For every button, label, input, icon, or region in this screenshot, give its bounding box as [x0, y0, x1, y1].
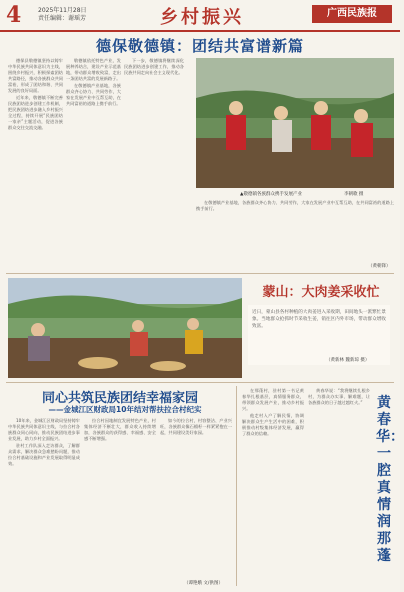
- article3-paragraph: 如今的拉合村，村容整洁、产业兴旺，各族群众像石榴籽一样紧紧抱在一起，共同建设美好家园。: [160, 418, 232, 435]
- article4-paragraph: 黄春华说：“我将继续扎根乡村，为群众办实事、解难题，让各族群众的日子越过越红火。”: [308, 388, 370, 405]
- article3-title: 同心共筑民族团结幸福家园: [41, 391, 198, 406]
- issue-date: 2025年11月28日: [38, 7, 87, 14]
- article2-title: 蒙山：大肉姜采收忙: [262, 285, 380, 300]
- masthead: [0, 0, 400, 32]
- divider: [6, 382, 394, 383]
- divider: [6, 273, 394, 274]
- article1-paragraph: 近年来，敬德镇不断完善民族团结进步创建工作机制，把民族团结进步融入乡村振兴全过程，持续开展“民族团结一家亲”主题活动，促进各族群众交往交流交融。: [8, 95, 63, 130]
- article1-source: （黄朝锋）: [368, 264, 391, 269]
- article1-body-col3: [124, 58, 184, 273]
- article2-body: 近日，蒙山县各村种植的大肉姜进入采收期，田间地头一派繁忙景象。当地群众抢抓时节采收生姜，销往区内外市场，带动群众增收致富。: [252, 310, 386, 329]
- paper-name: 广西民族报: [312, 5, 392, 23]
- article3-paragraph: 驻村工作队深入走访群众，了解群众需求，解决群众急难愁盼问题，推动拉合村基础设施和产业发展取得明显成效。: [8, 443, 80, 466]
- article1-title: 德保敬德镇：团结共富谱新篇: [95, 37, 304, 55]
- article1-photographer: 李朝歌 摄: [344, 192, 364, 197]
- article3-subtitle: ——金城江区财政局10年结对帮扶拉合村纪实: [48, 405, 202, 414]
- article4-paragraph: 在那蓬村，驻村第一书记黄春华扎根基层，真情服务群众，带领群众发展产业，推动乡村振兴。: [242, 388, 304, 411]
- article1-paragraph: 在敬德镇产业基地，各族群众齐心协力、共同劳作，大家在发展产业中互帮互助，在共同富裕的道路上携手前行。: [66, 83, 121, 106]
- article1-body-continued: [196, 200, 394, 262]
- article2-source: （黄新林 魏新琼 摄）: [326, 358, 370, 363]
- article1-body-col1: [8, 58, 63, 273]
- article1-paragraph: 德保县敬德镇坚持以铸牢中华民族共同体意识为主线，围绕乡村振兴，积极探索团结共富路径，推动各族群众共同富裕，形成了团结和谐、共同发展的良好局面。: [8, 58, 63, 93]
- article3-paragraph: 拉合村因地制宜发展特色产业，村集体经济不断壮大，群众收入持续增加，各族群众的获得感、幸福感、安全感不断增强。: [84, 418, 156, 441]
- section-title: 乡村振兴: [160, 7, 244, 28]
- article4-body-col2: [308, 388, 370, 586]
- article1-paragraph: 敬德镇依托特色产业，发展种养结合，建设产业示范基地，带动群众增收致富，走出一条团结共富的发展新路子。: [66, 58, 121, 81]
- article3-source: （谭艳娥 文/供图）: [184, 581, 223, 586]
- editor-credit: 责任编辑：谢瑶芳: [38, 15, 87, 22]
- article1-photo: [196, 58, 394, 188]
- article4-paragraph: 他走村入户了解民情，协调解决群众生产生活中的困难，积极推动村级集体经济发展，赢得了群众的信赖。: [242, 413, 304, 436]
- column-divider: [236, 386, 237, 586]
- article1-caption: ▲敬德镇各族群众携手发展产业: [240, 192, 302, 197]
- article4-body-col1: [242, 388, 304, 586]
- article1-body-col2: [66, 58, 121, 273]
- article4-title: 黄春华：一腔真情润那蓬: [376, 395, 404, 564]
- article1-paragraph: 在敬德镇产业基地，各族群众齐心协力、共同劳作，大家在发展产业中互帮互助，在共同富裕的道路上携手前行。: [196, 200, 394, 211]
- article3-body-col1: [8, 418, 80, 586]
- article2-box: [248, 305, 390, 365]
- article3-paragraph: 10年来，金城江区财政局坚持铸牢中华民族共同体意识主线，与拉合村各族群众同心同向，推动民族团结进步事业发展，助力乡村全面振兴。: [8, 418, 80, 441]
- page-number: 4: [6, 2, 22, 28]
- ginger-harvest-photo: [8, 278, 242, 378]
- article3-body-col3: [160, 418, 232, 578]
- article3-body-col2: [84, 418, 156, 586]
- article1-paragraph: 下一步，敬德镇将继续深化民族团结进步创建工作，推动各民族共同走向社会主义现代化。: [124, 58, 184, 75]
